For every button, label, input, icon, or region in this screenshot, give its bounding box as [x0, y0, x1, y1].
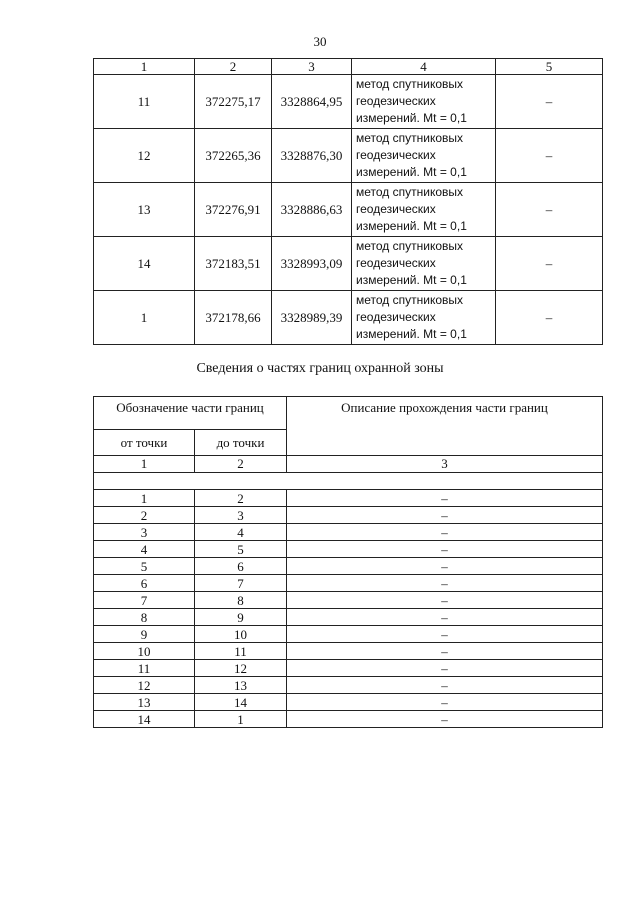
- boundary-part-row: [94, 643, 603, 660]
- description-cell: –: [287, 490, 603, 507]
- coordinate-row: [94, 75, 603, 129]
- column-number-cell: 3: [272, 59, 352, 75]
- note-cell: –: [496, 75, 603, 129]
- y-coordinate-cell: 3328993,09: [272, 237, 352, 291]
- from-point-cell: 10: [94, 643, 195, 660]
- to-point-cell: 6: [195, 558, 287, 575]
- parts-numbering-row: [94, 456, 603, 473]
- description-cell: –: [287, 660, 603, 677]
- method-line: геодезических: [356, 256, 436, 270]
- y-coordinate-cell: 3328876,30: [272, 129, 352, 183]
- x-coordinate-cell: 372275,17: [195, 75, 272, 129]
- section-heading: Сведения о частях границ охранной зоны: [196, 361, 444, 376]
- page-number: 30: [313, 34, 327, 49]
- from-point-cell: 5: [94, 558, 195, 575]
- designation-header: Обозначение части границ: [94, 397, 287, 430]
- x-coordinate-cell: 372178,66: [195, 291, 272, 345]
- from-point-cell: 12: [94, 677, 195, 694]
- description-cell: –: [287, 592, 603, 609]
- method-cell: [352, 75, 496, 129]
- method-line: измерений. Mt = 0,1: [356, 273, 467, 287]
- blank-row: [94, 473, 603, 490]
- to-point-cell: 7: [195, 575, 287, 592]
- description-cell: –: [287, 694, 603, 711]
- from-point-cell: 13: [94, 694, 195, 711]
- method-line: метод спутниковых: [356, 293, 464, 307]
- to-point-cell: 2: [195, 490, 287, 507]
- boundary-part-row: [94, 592, 603, 609]
- description-cell: –: [287, 626, 603, 643]
- method-line: метод спутниковых: [356, 77, 464, 91]
- description-cell: –: [287, 677, 603, 694]
- boundary-part-row: [94, 609, 603, 626]
- from-point-cell: 7: [94, 592, 195, 609]
- boundary-part-row: [94, 541, 603, 558]
- boundary-part-row: [94, 677, 603, 694]
- boundary-part-row: [94, 524, 603, 541]
- column-number-cell: 2: [195, 59, 272, 75]
- to-point-cell: 10: [195, 626, 287, 643]
- description-cell: –: [287, 711, 603, 728]
- method-cell: [352, 129, 496, 183]
- method-line: метод спутниковых: [356, 131, 464, 145]
- from-point-cell: 14: [94, 711, 195, 728]
- column-number-cell: 2: [195, 456, 287, 473]
- point-number-cell: 14: [94, 237, 195, 291]
- coordinate-row: [94, 237, 603, 291]
- boundary-part-row: [94, 558, 603, 575]
- method-cell: [352, 237, 496, 291]
- method-line: метод спутниковых: [356, 185, 464, 199]
- point-number-cell: 12: [94, 129, 195, 183]
- to-point-cell: 5: [195, 541, 287, 558]
- method-cell: [352, 291, 496, 345]
- method-line: измерений. Mt = 0,1: [356, 111, 467, 125]
- description-cell: –: [287, 609, 603, 626]
- boundary-part-row: [94, 507, 603, 524]
- from-point-cell: 6: [94, 575, 195, 592]
- from-point-cell: 4: [94, 541, 195, 558]
- y-coordinate-cell: 3328989,39: [272, 291, 352, 345]
- note-cell: –: [496, 237, 603, 291]
- parts-header-row: [94, 397, 603, 430]
- coordinate-row: [94, 129, 603, 183]
- method-line: геодезических: [356, 94, 436, 108]
- description-cell: –: [287, 524, 603, 541]
- from-point-cell: 2: [94, 507, 195, 524]
- from-point-cell: 9: [94, 626, 195, 643]
- note-cell: –: [496, 183, 603, 237]
- column-number-cell: 5: [496, 59, 603, 75]
- method-line: геодезических: [356, 148, 436, 162]
- description-cell: –: [287, 643, 603, 660]
- method-line: измерений. Mt = 0,1: [356, 327, 467, 341]
- description-cell: –: [287, 507, 603, 524]
- method-line: измерений. Mt = 0,1: [356, 219, 467, 233]
- point-number-cell: 1: [94, 291, 195, 345]
- from-point-cell: 3: [94, 524, 195, 541]
- to-point-cell: 4: [195, 524, 287, 541]
- boundary-part-row: [94, 490, 603, 507]
- point-number-cell: 11: [94, 75, 195, 129]
- to-point-cell: 3: [195, 507, 287, 524]
- y-coordinate-cell: 3328864,95: [272, 75, 352, 129]
- to-point-cell: 14: [195, 694, 287, 711]
- x-coordinate-cell: 372265,36: [195, 129, 272, 183]
- from-point-cell: 11: [94, 660, 195, 677]
- note-cell: –: [496, 291, 603, 345]
- to-point-cell: 13: [195, 677, 287, 694]
- method-line: геодезических: [356, 202, 436, 216]
- point-number-cell: 13: [94, 183, 195, 237]
- to-point-cell: 1: [195, 711, 287, 728]
- boundary-part-row: [94, 694, 603, 711]
- to-point-cell: 11: [195, 643, 287, 660]
- coordinates-header-row: [94, 59, 603, 75]
- boundary-part-row: [94, 575, 603, 592]
- blank-cell: [94, 473, 603, 490]
- description-cell: –: [287, 558, 603, 575]
- column-number-cell: 1: [94, 59, 195, 75]
- column-number-cell: 3: [287, 456, 603, 473]
- coordinate-row: [94, 291, 603, 345]
- coordinate-row: [94, 183, 603, 237]
- description-header: Описание прохождения части границ: [287, 397, 603, 456]
- from-point-cell: 8: [94, 609, 195, 626]
- to-point-header: до точки: [195, 430, 287, 456]
- description-cell: –: [287, 541, 603, 558]
- method-line: измерений. Mt = 0,1: [356, 165, 467, 179]
- method-cell: [352, 183, 496, 237]
- x-coordinate-cell: 372276,91: [195, 183, 272, 237]
- x-coordinate-cell: 372183,51: [195, 237, 272, 291]
- column-number-cell: 1: [94, 456, 195, 473]
- method-line: геодезических: [356, 310, 436, 324]
- boundary-parts-table: [93, 396, 603, 728]
- coordinates-table: [93, 58, 603, 345]
- boundary-part-row: [94, 711, 603, 728]
- note-cell: –: [496, 129, 603, 183]
- method-line: метод спутниковых: [356, 239, 464, 253]
- to-point-cell: 8: [195, 592, 287, 609]
- boundary-part-row: [94, 626, 603, 643]
- from-point-header: от точки: [94, 430, 195, 456]
- description-cell: –: [287, 575, 603, 592]
- column-number-cell: 4: [352, 59, 496, 75]
- to-point-cell: 9: [195, 609, 287, 626]
- to-point-cell: 12: [195, 660, 287, 677]
- boundary-part-row: [94, 660, 603, 677]
- y-coordinate-cell: 3328886,63: [272, 183, 352, 237]
- from-point-cell: 1: [94, 490, 195, 507]
